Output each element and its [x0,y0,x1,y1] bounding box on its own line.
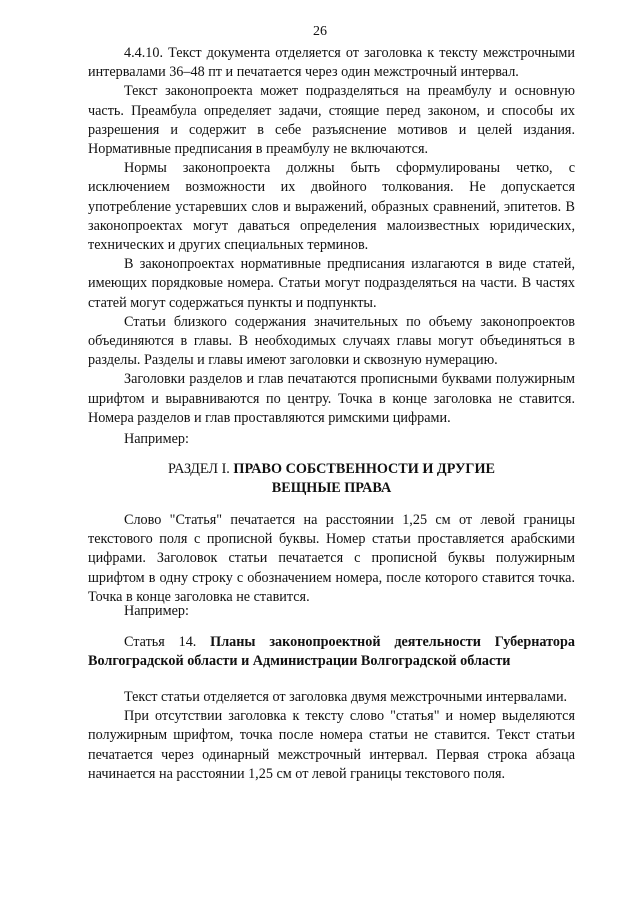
paragraph-preamble: Текст законопроекта может подразделяться на преамбулу и основную часть. Преамбула определяет задачи, стоящие перед законом, и способы их разрешения и содержит в себе разъяснение мотивов и целей издания. Нормативные предписания в преамбулу не включаются. [88,83,575,158]
section-heading-title-line-2: ВЕЩНЫЕ ПРАВА [271,480,392,497]
example-label: Например: [124,431,189,447]
page-number: 26 [313,24,327,39]
paragraph-no-heading-rule: При отсутствии заголовка к тексту слово "статья" и номер выделяются полужирным шрифтом, точка после номера статьи не ставится. Текст статьи печатается через одинарный межстрочный интервал. Первая строка абзаца начинается на расстоянии 1,25 см от левой границы текстового поля. [88,708,575,782]
paragraph-chapters: Статьи близкого содержания значительных по объему законопроектов объединяются в главы. В необходимых случаях главы могут объединяться в разделы. Разделы и главы имеют заголовки и сквозную нумерацию. [88,313,575,369]
article-heading-prefix: Статья 14. [124,634,211,650]
paragraph-norms: Нормы законопроекта должны быть сформулированы четко, с исключением возможности их двойного толкования. Не допускается употребление устаревших слов и выражений, образных сравнений, эпитетов. В законопроектах могут даваться определения малоизвестных юридических, технических и других специальных терминов. [88,160,575,254]
example-label: Например: [124,603,189,619]
paragraph-headings: Заголовки разделов и глав печатаются прописными буквами полужирным шрифтом и выравниваются по центру. Точка в конце заголовка не ставится. Номера разделов и глав проставляются римскими цифрами. [88,371,575,426]
paragraph-text-separation: 4.4.10. Текст документа отделяется от заголовка к тексту межстрочными интервалами 36–48 пт и печатается через один межстрочный интервал. [88,45,575,81]
section-heading-title-line-1: ПРАВО СОБСТВЕННОСТИ И ДРУГИЕ [233,461,495,477]
paragraph-article-text-separation: Текст статьи отделяется от заголовка двумя межстрочными интервалами. [124,689,568,705]
section-heading-prefix: РАЗДЕЛ I. [168,461,234,477]
paragraph-article-word: Слово "Статья" печатается на расстоянии 1,25 см от левой границы текстового поля с прописной буквы. Номер статьи проставляется арабскими цифрами. Заголовок статьи печатается с прописной буквы полужирным шрифтом в одну строку с обозначением номера, после которого ставится точка. Точка в конце заголовка не ставится. [88,512,575,605]
paragraph-articles: В законопроектах нормативные предписания излагаются в виде статей, имеющих порядковые номера. Статьи могут подразделяться на части. В частях статей могут содержаться пункты и подпункты. [88,256,575,311]
article-heading-example [88,633,575,671]
section-heading-line-1 [88,460,575,479]
article-rules-body [88,511,575,607]
section-heading-example [88,460,575,498]
section-4-4-10-body [88,44,575,428]
article-heading-title: Планы законопроектной деятельности Губернатора Волгоградской области и Администрации Волгоградской области [88,634,575,670]
article-text-rules-body [88,688,575,784]
